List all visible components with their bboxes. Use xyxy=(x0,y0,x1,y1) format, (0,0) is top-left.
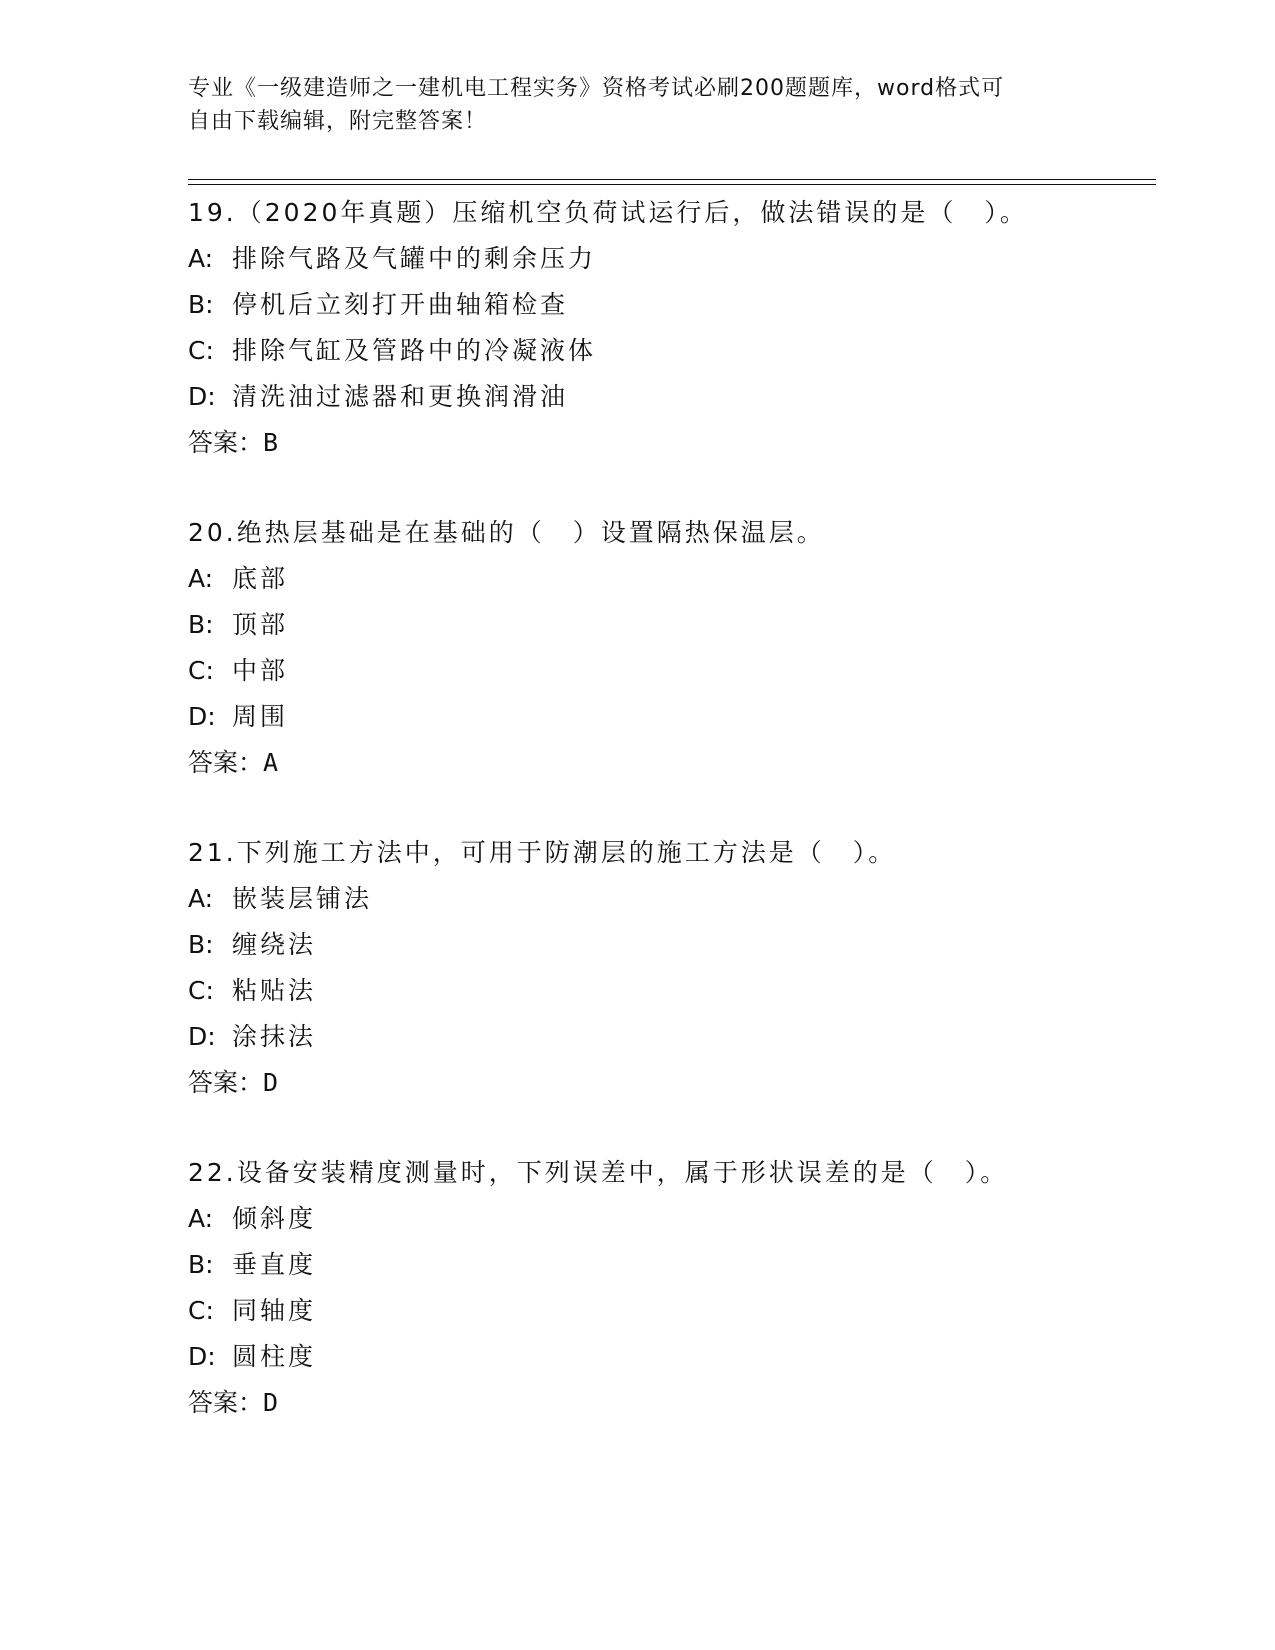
option-text: 粘贴法 xyxy=(232,976,317,1005)
question-stem: 20.绝热层基础是在基础的（ ）设置隔热保温层。 xyxy=(188,518,825,547)
answer-value: D xyxy=(263,1388,279,1417)
answer-label: 答案： xyxy=(188,428,264,457)
option-a xyxy=(188,556,1148,602)
option-d xyxy=(188,1014,1148,1060)
option-letter: D: xyxy=(188,1022,216,1051)
option-d xyxy=(188,374,1148,420)
answer-value: B xyxy=(263,428,279,457)
option-text: 中部 xyxy=(232,656,289,685)
option-letter: A: xyxy=(188,1204,214,1233)
option-text: 停机后立刻打开曲轴箱检查 xyxy=(232,290,569,319)
option-letter: D: xyxy=(188,382,216,411)
question-22 xyxy=(188,1150,1148,1426)
option-d xyxy=(188,694,1148,740)
answer-value: D xyxy=(263,1068,279,1097)
option-letter: B: xyxy=(188,610,214,639)
header-line-2: 自由下载编辑，附完整答案！ xyxy=(188,109,488,134)
option-text: 涂抹法 xyxy=(232,1022,317,1051)
option-a xyxy=(188,876,1148,922)
option-c xyxy=(188,968,1148,1014)
option-text: 排除气路及气罐中的剩余压力 xyxy=(232,244,597,273)
header-line-1: 专业《一级建造师之一建机电工程实务》资格考试必刷200题题库，word格式可 xyxy=(188,76,1005,101)
option-letter: C: xyxy=(188,976,214,1005)
question-19 xyxy=(188,190,1148,466)
option-letter: A: xyxy=(188,244,214,273)
option-text: 嵌装层铺法 xyxy=(232,884,373,913)
document-header xyxy=(188,72,1068,138)
answer-line xyxy=(188,1060,1148,1106)
option-c xyxy=(188,1288,1148,1334)
option-text: 顶部 xyxy=(232,610,289,639)
option-letter: C: xyxy=(188,656,214,685)
option-a xyxy=(188,1196,1148,1242)
question-20 xyxy=(188,510,1148,786)
option-letter: B: xyxy=(188,930,214,959)
option-text: 垂直度 xyxy=(232,1250,317,1279)
option-text: 周围 xyxy=(232,702,289,731)
option-letter: C: xyxy=(188,336,214,365)
answer-label: 答案： xyxy=(188,1388,264,1417)
answer-line xyxy=(188,740,1148,786)
option-b xyxy=(188,602,1148,648)
option-b xyxy=(188,922,1148,968)
header-rule-top xyxy=(188,179,1156,180)
option-text: 底部 xyxy=(232,564,289,593)
question-stem: 21.下列施工方法中，可用于防潮层的施工方法是（ ）。 xyxy=(188,838,897,867)
answer-label: 答案： xyxy=(188,748,264,777)
option-d xyxy=(188,1334,1148,1380)
option-letter: D: xyxy=(188,702,216,731)
header-rule-bottom xyxy=(188,184,1156,185)
option-letter: C: xyxy=(188,1296,214,1325)
option-letter: B: xyxy=(188,290,214,319)
option-b xyxy=(188,282,1148,328)
option-b xyxy=(188,1242,1148,1288)
option-letter: D: xyxy=(188,1342,216,1371)
answer-value: A xyxy=(263,748,279,777)
option-letter: A: xyxy=(188,884,214,913)
answer-line xyxy=(188,420,1148,466)
question-stem: 19.（2020年真题）压缩机空负荷试运行后，做法错误的是（ ）。 xyxy=(188,198,1028,227)
option-text: 倾斜度 xyxy=(232,1204,317,1233)
answer-label: 答案： xyxy=(188,1068,264,1097)
option-a xyxy=(188,236,1148,282)
question-21 xyxy=(188,830,1148,1106)
option-letter: B: xyxy=(188,1250,214,1279)
option-c xyxy=(188,328,1148,374)
option-letter: A: xyxy=(188,564,214,593)
option-text: 圆柱度 xyxy=(232,1342,317,1371)
option-text: 同轴度 xyxy=(232,1296,317,1325)
option-c xyxy=(188,648,1148,694)
option-text: 缠绕法 xyxy=(232,930,317,959)
answer-line xyxy=(188,1380,1148,1426)
question-stem: 22.设备安装精度测量时，下列误差中，属于形状误差的是（ ）。 xyxy=(188,1158,1009,1187)
option-text: 排除气缸及管路中的冷凝液体 xyxy=(232,336,597,365)
option-text: 清洗油过滤器和更换润滑油 xyxy=(232,382,569,411)
